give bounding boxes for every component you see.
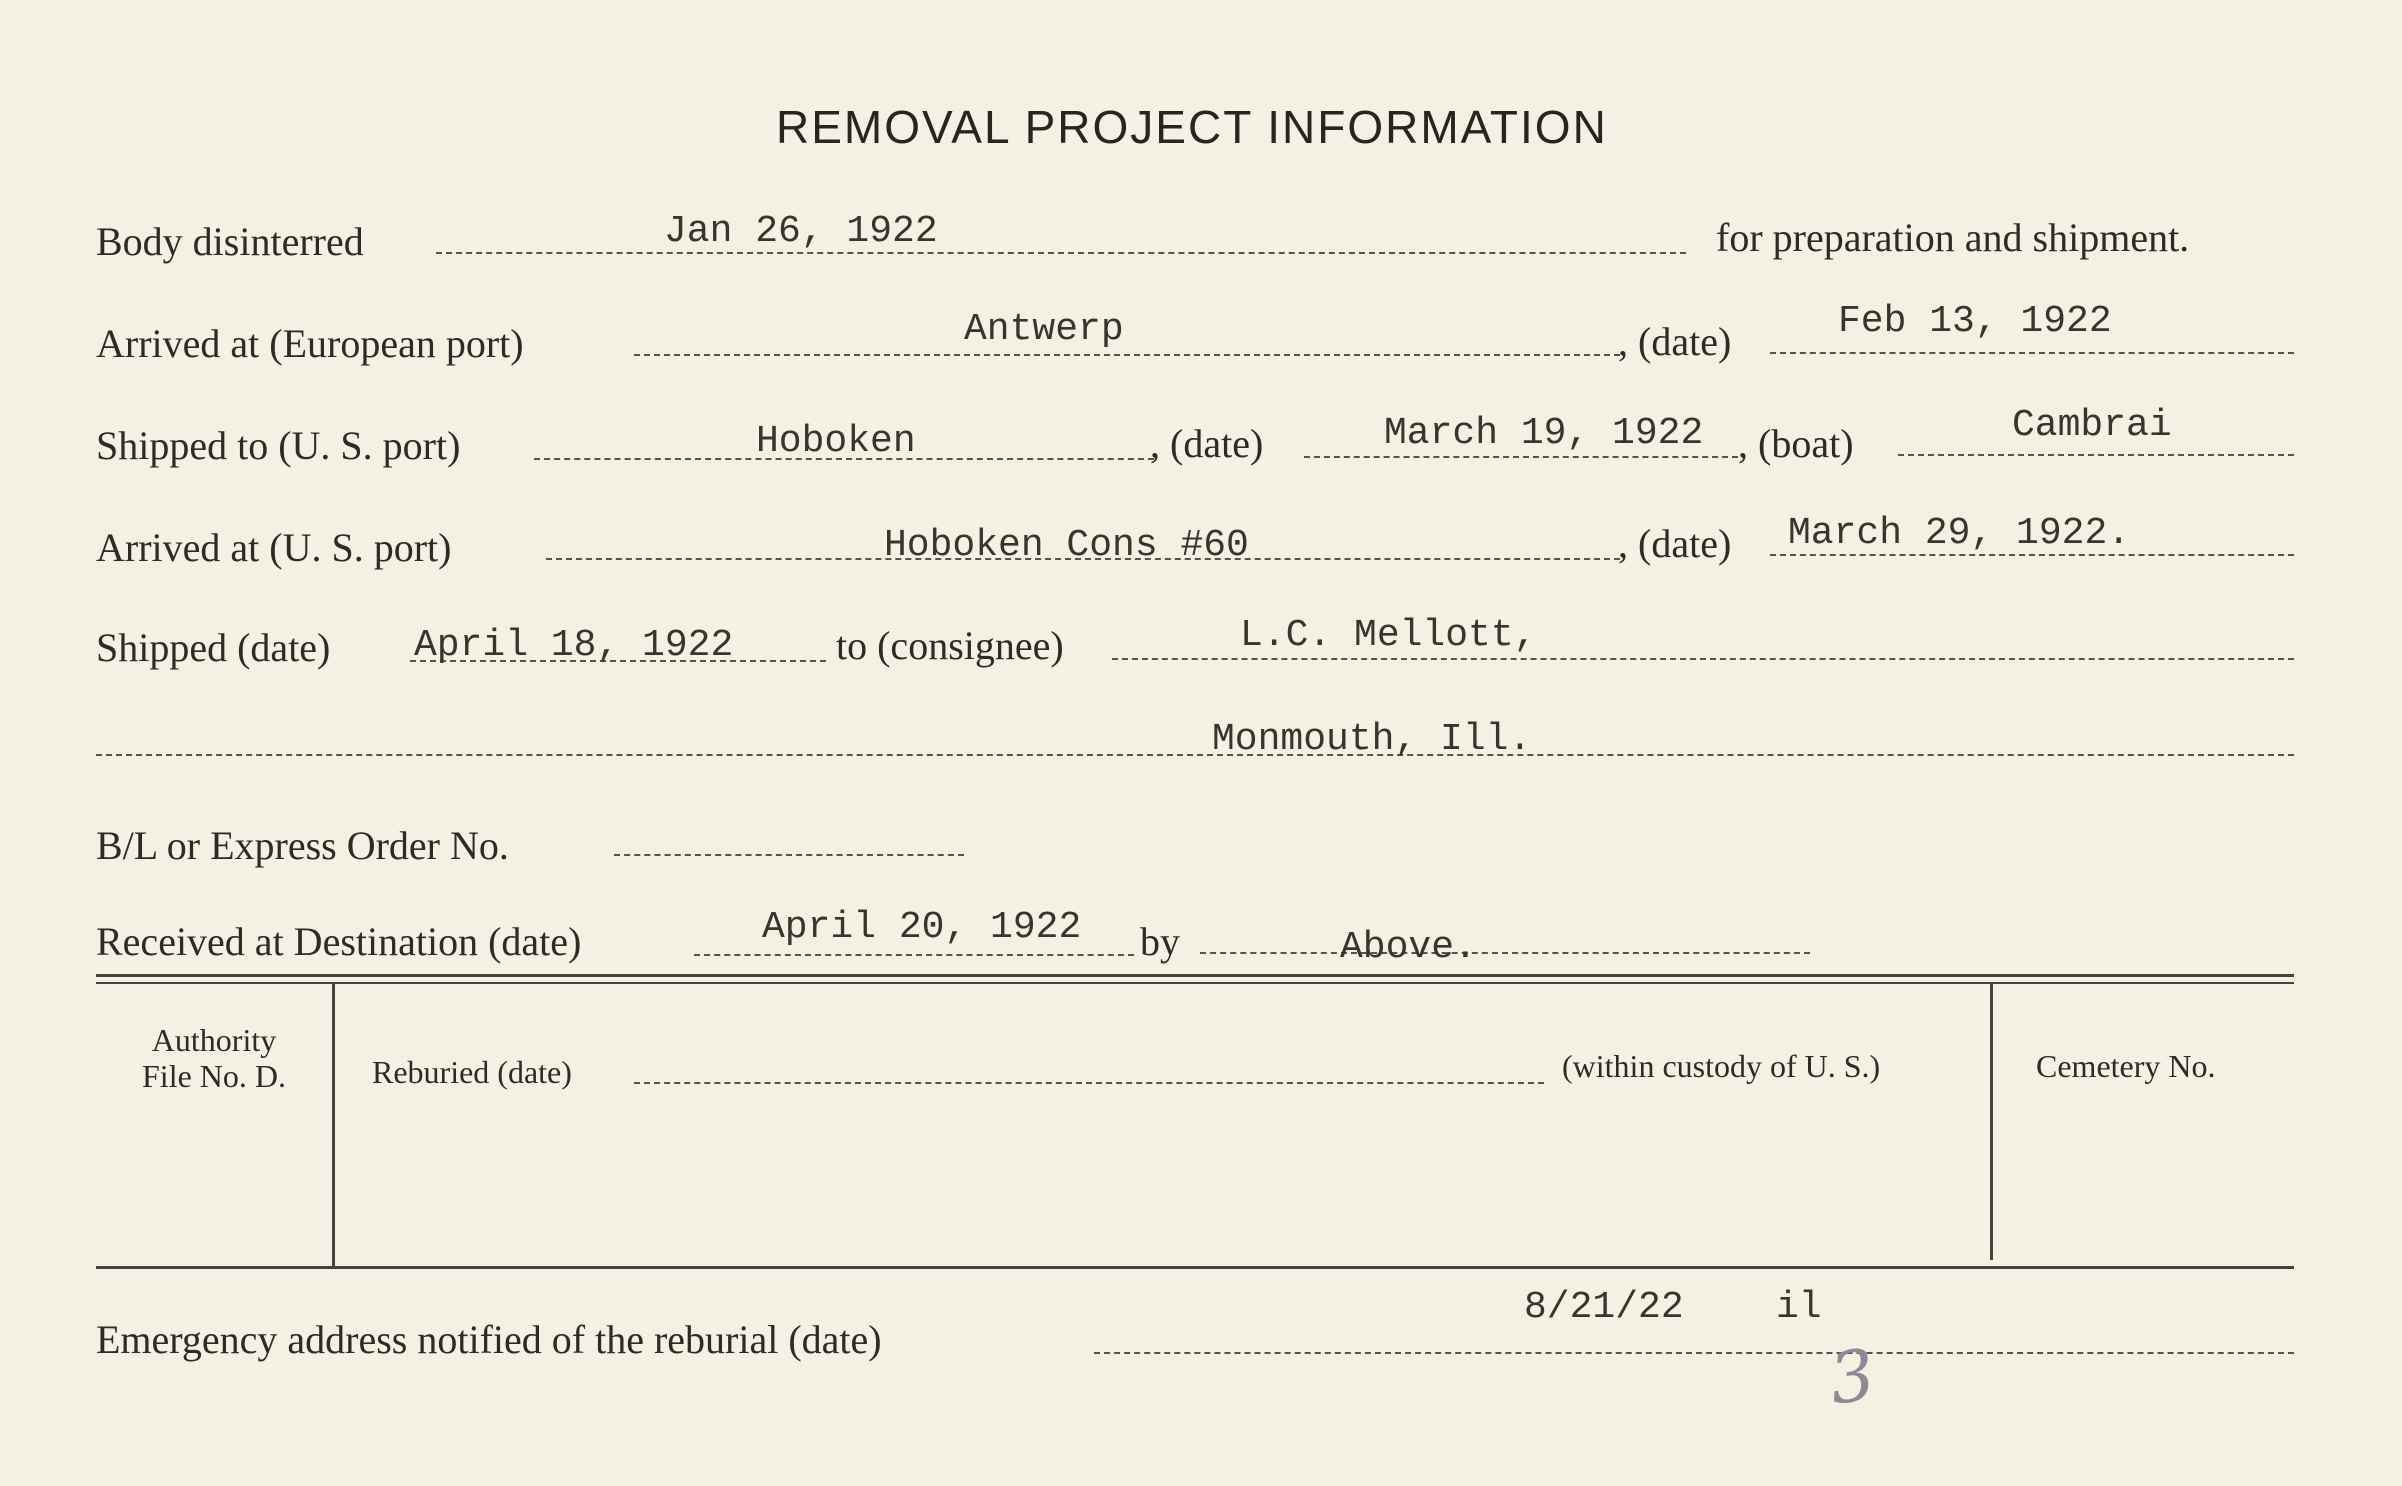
box-right-divider [1990,984,1993,1260]
european-date-line [1770,352,2294,354]
consignee-label: to (consignee) [836,623,1064,668]
shipped-us-date-line [1304,456,1738,458]
boat-line [1898,454,2294,456]
reburied-label: Reburied (date) [372,1054,572,1090]
cemetery-no-label: Cemetery No. [2036,1048,2216,1084]
arrived-us-date-value: March 29, 1922. [1788,512,2131,555]
authority-line-2: File No. D. [142,1058,286,1094]
received-destination-label: Received at Destination (date) [96,919,582,964]
preparation-label: for preparation and shipment. [1716,215,2190,260]
consignee-line-1 [1112,658,2294,660]
authority-label [100,1022,328,1094]
emergency-initials-value: il [1776,1286,1822,1329]
arrived-us-port-value: Hoboken Cons #60 [884,524,1249,567]
shipped-date-value: April 18, 1922 [414,624,734,667]
consignee-line-1-value: L.C. Mellott, [1240,614,1537,657]
authority-line-1: Authority [151,1022,277,1058]
arrived-european-label: Arrived at (European port) [96,321,524,366]
disinterred-date-value: Jan 26, 1922 [664,210,938,253]
card-title-text: REMOVAL PROJECT INFORMATION [776,101,1608,153]
bl-express-label: B/L or Express Order No. [96,823,509,868]
arrived-date-label: , (date) [1618,521,1732,566]
box-top-rule-1 [96,974,2294,977]
european-port-value: Antwerp [964,308,1124,351]
box-top-rule-2 [96,982,2294,984]
consignee-line-2-value: Monmouth, Ill. [1212,718,1532,761]
european-port-line [634,354,1620,356]
emergency-address-label: Emergency address notified of the reburial (date) [96,1317,882,1362]
emergency-line [1094,1352,2294,1354]
handwritten-mark: 3 [1824,1333,1881,1421]
emergency-date-value: 8/21/22 [1524,1286,1684,1329]
received-by-line [1200,952,1810,954]
shipped-us-port-value: Hoboken [756,420,916,463]
shipped-date-row-label: Shipped (date) [96,625,331,670]
received-date-line [694,954,1134,956]
received-date-value: April 20, 1922 [762,906,1082,949]
boat-value: Cambrai [2012,404,2172,447]
box-bottom-rule [96,1266,2294,1269]
shipped-us-port-label: Shipped to (U. S. port) [96,423,461,468]
bl-express-line [614,854,964,856]
received-by-value: Above. [1340,926,1477,969]
shipped-us-date-value: March 19, 1922 [1384,412,1704,455]
consignee-line-2 [96,754,2294,756]
within-custody-label: (within custody of U. S.) [1562,1048,1881,1084]
box-left-divider [332,984,335,1268]
boat-label: , (boat) [1738,421,1854,466]
card-title [776,100,1608,154]
european-date-value: Feb 13, 1922 [1838,300,2112,343]
body-disinterred-label: Body disinterred [96,219,364,264]
body-disinterred-line [436,252,1686,254]
received-by-label: by [1140,919,1180,964]
european-date-label: , (date) [1618,319,1732,364]
shipped-date-label: , (date) [1150,421,1264,466]
arrived-us-port-label: Arrived at (U. S. port) [96,525,452,570]
reburied-line [634,1082,1544,1084]
